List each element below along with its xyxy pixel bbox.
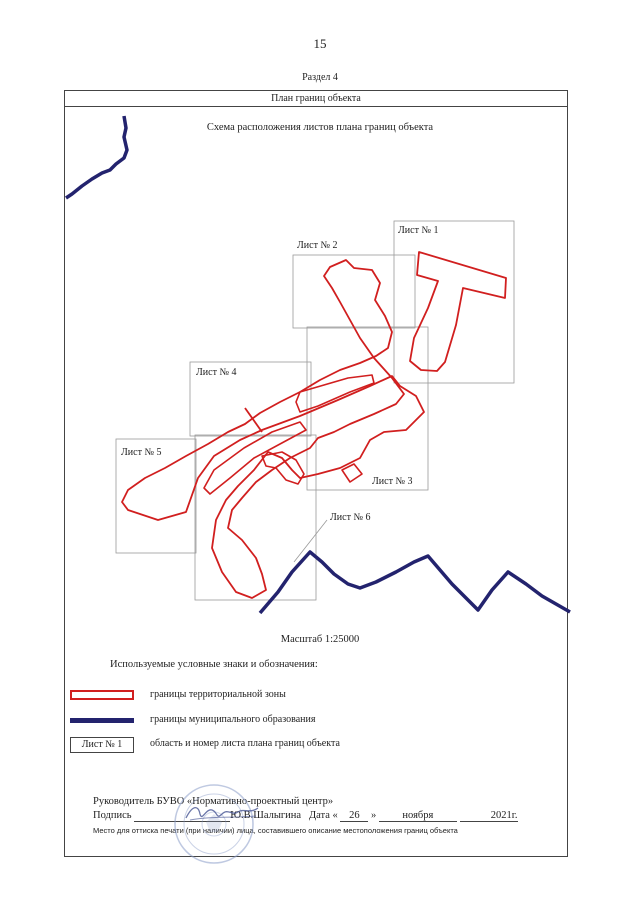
legend-sheet-text: область и номер листа плана границ объекта (150, 738, 340, 749)
legend-zone-text: границы территориальной зоны (150, 689, 286, 700)
sheet-frame-2 (293, 255, 415, 328)
head-of-organization: Руководитель БУВО «Нормативно-проектный центр» (93, 796, 334, 807)
signature-label: Подпись (93, 810, 132, 821)
date-label: Дата « (308, 810, 338, 821)
municipal-boundary-south (260, 552, 570, 613)
sheet-label-2: Лист № 2 (297, 240, 338, 251)
date-year: 2021г. (460, 810, 518, 822)
zone-boundary-inner-strip-north (296, 375, 374, 412)
section-label: Раздел 4 (302, 72, 338, 83)
page-number: 15 (313, 36, 327, 51)
sheet-label-5: Лист № 5 (121, 447, 162, 458)
legend-item-municipal (70, 713, 550, 731)
legend-title: Используемые условные знаки и обозначения: (110, 659, 318, 670)
zone-boundary-cross-line (245, 408, 262, 432)
sheet-label-4: Лист № 4 (196, 367, 237, 378)
signer-name: Ю.В.Шалыгина (230, 810, 302, 821)
map-scale: Масштаб 1:25000 (280, 634, 360, 645)
stamp-note: Место для оттиска печати (при наличии) лица, составившего описание местоположения границ объекта (93, 826, 458, 835)
municipal-boundary-northwest (66, 116, 127, 198)
sheet-label-1: Лист № 1 (398, 225, 439, 236)
sheet-frame-6 (195, 435, 316, 600)
legend-item-sheet (70, 737, 550, 755)
sheet-6-leader-line (294, 520, 327, 562)
legend-item-zone (70, 688, 550, 706)
date-day: 26 (340, 810, 368, 822)
zone-boundary-main (122, 260, 424, 598)
zone-boundary-small-square (342, 464, 362, 482)
scheme-title: Схема расположения листов плана границ объекта (206, 122, 434, 133)
date-day-close: » (371, 810, 377, 821)
zone-boundary-east-t (410, 252, 506, 371)
date-month: ноября (379, 810, 457, 822)
plan-title: План границ объекта (65, 91, 567, 107)
legend-zone-swatch (70, 690, 134, 700)
handwritten-signature-icon (182, 800, 262, 826)
sheet-frame-1 (394, 221, 514, 383)
legend-sheet-swatch: Лист № 1 (70, 737, 134, 753)
signature-line (93, 810, 518, 822)
sheet-frame-3 (307, 327, 428, 490)
sheet-label-3: Лист № 3 (372, 476, 413, 487)
sheet-label-6: Лист № 6 (330, 512, 371, 523)
legend-municipal-swatch (70, 718, 134, 723)
legend-municipal-text: границы муниципального образования (150, 714, 316, 725)
zone-boundary-inner-block (262, 452, 304, 484)
